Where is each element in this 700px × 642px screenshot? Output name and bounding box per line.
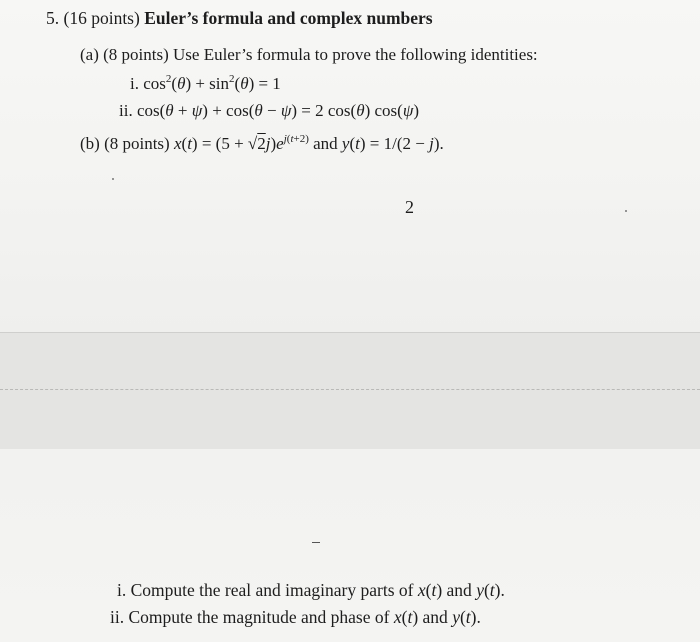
fold-shadow-band [0,332,700,450]
part-a-statement [80,45,538,65]
question-ii-label: ii. [110,607,125,627]
question-i [117,580,505,600]
part-a-points: (8 points) [103,45,169,64]
part-b-points: (8 points) [104,134,170,153]
problem-points: (16 points) [63,8,140,28]
part-a-text: Use Euler’s formula to prove the following identities: [173,45,538,64]
question-i-and: and [446,580,472,600]
part-b-label: (b) [80,134,100,153]
page-number: 2 [405,197,414,217]
part-b-and: and [313,134,338,153]
question-ii-and: and [422,607,448,627]
x-definition: $x(t) = (5 + √2j)e^{j(t+2)}$ [173,133,309,153]
problem-heading [46,8,433,28]
part-a-label: (a) [80,45,99,64]
identity-ii-label: ii. [119,101,133,120]
question-ii-text: Compute the magnitude and phase of [128,607,390,627]
y-definition: y(t) = 1/(2 − j). [341,134,444,153]
paper-speck [112,178,114,180]
identity-i-formula: $\cos^2(\theta) + \sin^2(\theta) = 1$ [143,73,281,93]
problem-number: 5. [46,8,60,28]
identity-ii-formula: cos(θ + ψ) + cos(θ − ψ) = 2 cos(θ) cos(ψ) [136,101,420,120]
identity-i-label: i. [130,74,139,93]
question-i-vars: x(t) and y(t). [417,580,505,600]
perforation-line [0,389,700,390]
pencil-mark [312,542,320,543]
question-ii-vars: x(t) and y(t). [393,607,481,627]
paper-speck [625,210,627,212]
part-b-statement [80,134,444,154]
question-ii [110,607,481,627]
problem-title: Euler’s formula and complex numbers [144,8,433,28]
question-i-label: i. [117,580,127,600]
identity-ii [119,101,419,121]
identity-i [130,74,281,94]
question-i-text: Compute the real and imaginary parts of [130,580,414,600]
